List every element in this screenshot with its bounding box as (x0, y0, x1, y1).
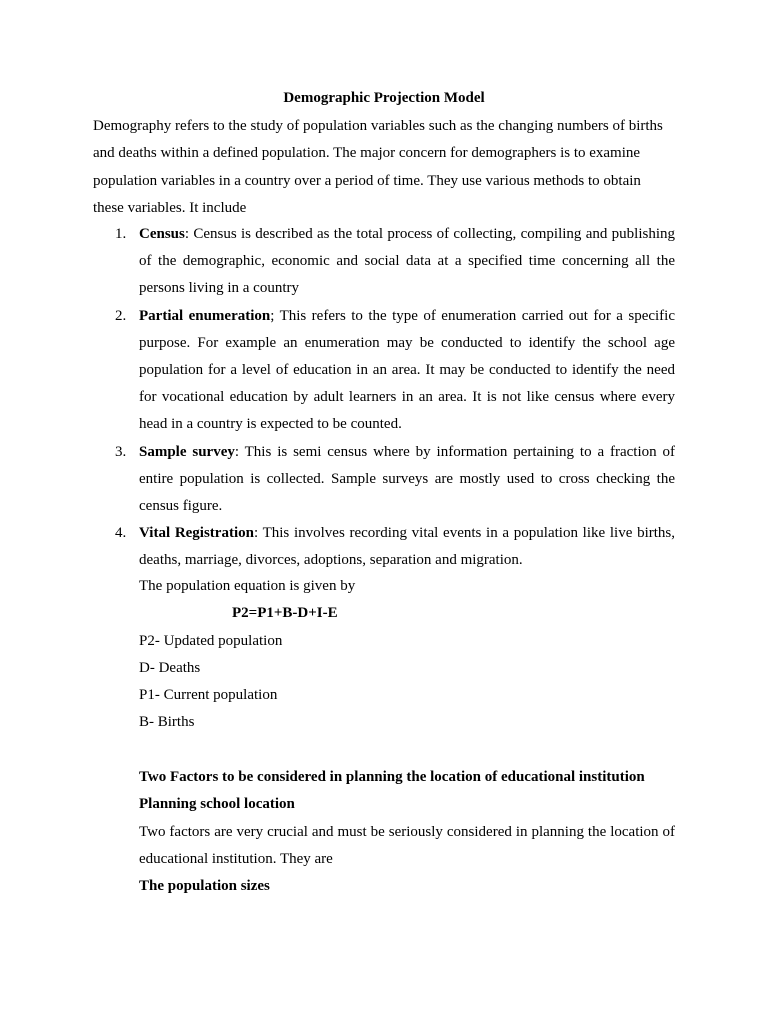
legend-item: D- Deaths (139, 659, 201, 676)
list-item-term: Sample survey (139, 443, 235, 460)
subheading-population-sizes: The population sizes (139, 878, 270, 895)
list-item-text: ; This refers to the type of enumeration carried out for a specific purpose. For example an enumeration may be conducted to identify the school age population for a level of education in an area. It may be conducted to identify the need for vocational education by adult learners in an area. It is not like census where every head in a country is expected to be counted. (139, 307, 676, 433)
document-title: Demographic Projection Model (283, 90, 485, 106)
section-heading: Two Factors to be considered in planning the location of educational institution (139, 769, 645, 785)
legend-item: B- Births (139, 714, 195, 731)
subheading-planning: Planning school location (139, 796, 295, 813)
list-item-number: 1. (115, 226, 127, 242)
methods-list (93, 221, 675, 575)
section-paragraph: Two factors are very crucial and must be seriously considered in planning the location of educational institution. They are (139, 823, 675, 867)
legend-item: P1- Current population (139, 687, 278, 704)
list-item (93, 303, 675, 439)
list-item-number: 3. (115, 443, 127, 460)
list-item-text: : This involves recording vital events in a population like live births, deaths, marriage, divorces, adoptions, separation and migration. (139, 525, 675, 569)
equation-intro: The population equation is given by (139, 578, 356, 594)
list-item-number: 4. (115, 525, 127, 542)
list-item (93, 439, 675, 521)
intro-paragraph: Demography refers to the study of population variables such as the changing numbers of births and deaths within a defined population. The major concern for demographers is to examine population variables in a country over a period of time. They use various methods to obtain these variables. It include (93, 118, 663, 216)
location-section (139, 764, 675, 900)
list-item-text: : This is semi census where by information pertaining to a fraction of entire population is collected. Sample surveys are mostly used to cross checking the census figure. (139, 443, 675, 515)
equation-block (139, 573, 675, 737)
list-item-text: : Census is described as the total process of collecting, compiling and publishing of the demographic, economic and social data at a specified time concerning all the persons living in a country (139, 226, 675, 297)
list-item (93, 520, 675, 574)
legend-item: P2- Updated population (139, 632, 283, 649)
list-item-number: 2. (115, 307, 127, 324)
list-item (93, 221, 675, 303)
list-item-term: Census (139, 226, 185, 242)
list-item-term: Partial enumeration (139, 307, 271, 324)
population-equation: P2=P1+B-D+I-E (232, 605, 338, 622)
list-item-term: Vital Registration (139, 525, 254, 542)
